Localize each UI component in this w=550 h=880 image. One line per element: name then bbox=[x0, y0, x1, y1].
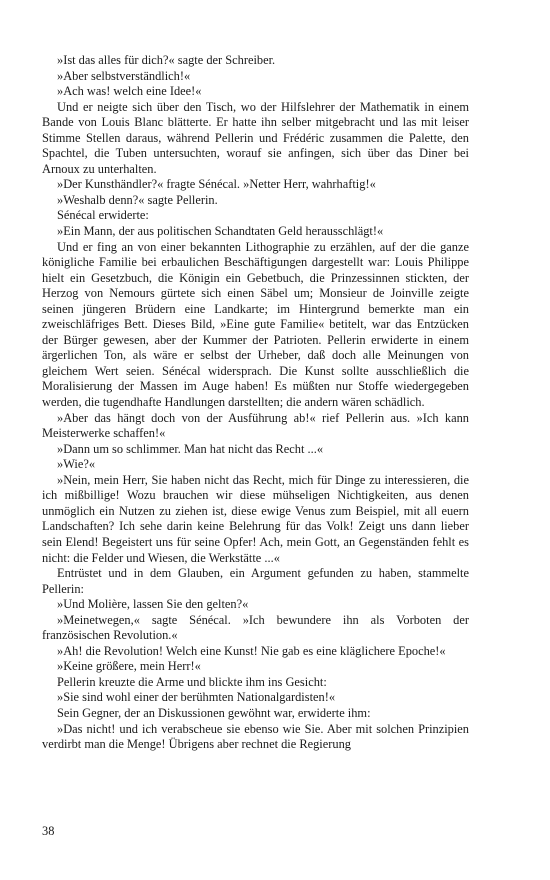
page-body bbox=[42, 53, 469, 753]
paragraph: »Der Kunsthändler?« fragte Sénécal. »Netter Herr, wahrhaftig!« bbox=[57, 177, 376, 192]
paragraph: »Aber selbstverständlich!« bbox=[57, 68, 191, 83]
paragraph: »Ist das alles für dich?« sagte der Schreiber. bbox=[57, 53, 276, 67]
paragraph: »Ein Mann, der aus politischen Schandtaten Geld herausschlägt!« bbox=[57, 224, 384, 239]
paragraph: »Wie?« bbox=[57, 457, 96, 472]
paragraph: »Meinetwegen,« sagte Sénécal. »Ich bewundere ihn als Vorboten der französischen Revolution.« bbox=[42, 612, 469, 643]
paragraph: »Das nicht! und ich verabscheue sie ebenso wie Sie. Aber mit solchen Prinzipien verdirbt man die Menge! Übrigens aber rechnet die Regierung bbox=[42, 721, 469, 752]
paragraph: »Aber das hängt doch von der Ausführung ab!« rief Pellerin aus. »Ich kann Meisterwerke schaffen!« bbox=[42, 410, 469, 441]
paragraph: »Ah! die Revolution! Welch eine Kunst! Nie gab es eine kläglichere Epoche!« bbox=[57, 643, 446, 658]
page-number: 38 bbox=[42, 824, 55, 838]
paragraph: »Nein, mein Herr, Sie haben nicht das Recht, mich für Dinge zu interessieren, die ich mißbillige! Wozu brauchen wir diese mühseligen Nichtigkeiten, aus denen unmöglich ein Nutzen zu ziehen ist, diese ewige Venus zum Beispiel, mit all euern Landschaften? Ich sehe darin keine Belehrung für das Volk! Zeigt uns dann lieber sein Elend! Begeistert uns für seine Opfer! Ach, mein Gott, an Gegenständen fehlt es nicht: die Felder und Wiesen, die Werkstätte ...« bbox=[42, 472, 469, 565]
paragraph: Entrüstet und in dem Glauben, ein Argument gefunden zu haben, stammelte Pellerin: bbox=[42, 566, 469, 596]
paragraph: Sein Gegner, der an Diskussionen gewöhnt war, erwiderte ihm: bbox=[57, 705, 371, 720]
paragraph: »Keine größere, mein Herr!« bbox=[57, 659, 201, 674]
paragraph: Pellerin kreuzte die Arme und blickte ihm ins Gesicht: bbox=[57, 674, 327, 689]
paragraph: »Und Molière, lassen Sie den gelten?« bbox=[57, 597, 249, 612]
paragraph: »Ach was! welch eine Idee!« bbox=[57, 84, 202, 99]
paragraph: Sénécal erwiderte: bbox=[57, 208, 149, 223]
paragraph: Und er fing an von einer bekannten Lithographie zu erzählen, auf der die ganze königliche Familie bei erbaulichen Beschäftigungen dargestellt war: Louis Philippe hielt ein Gesetzbuch, die Königin ein Gebetbuch, die Prinzessinnen stickten, der Herzog von Nemours gürtete sich einen Säbel um; Monsieur de Joinville zeigte seinen jüngeren Brüdern eine Landkarte; im Hintergrund bemerkte man ein zweischläfriges Bett. Dieses Bild, »Eine gute Familie« betitelt, war das Entzücken der Bürger gewesen, aber der Kummer der Patrioten. Pellerin erwiderte in einem ärgerlichen Ton, als wäre er selbst der Urheber, daß doch alle Meinungen von gleichem Wert seien. Sénécal widersprach. Die Kunst sollte ausschließlich die Moralisierung der Massen im Auge haben! Es müßten nur Stoffe wiedergegeben werden, die tugendhafte Handlungen darstellten; die andern wären schädlich. bbox=[42, 239, 469, 410]
paragraph: »Dann um so schlimmer. Man hat nicht das Recht ...« bbox=[57, 441, 324, 456]
paragraph: »Sie sind wohl einer der berühmten Nationalgardisten!« bbox=[57, 690, 336, 705]
paragraph: »Weshalb denn?« sagte Pellerin. bbox=[57, 192, 218, 207]
paragraph: Und er neigte sich über den Tisch, wo der Hilfslehrer der Mathematik in einem Bande von Louis Blanc blätterte. Er hatte ihn selber mitgebracht und las mit leiser Stimme Stellen daraus, während Pellerin und Frédéric zusammen die Palette, den Spachtel, die Tuben untersuchten, worauf sie anfingen, sich über das Diner bei Arnoux zu unterhalten. bbox=[42, 99, 469, 176]
